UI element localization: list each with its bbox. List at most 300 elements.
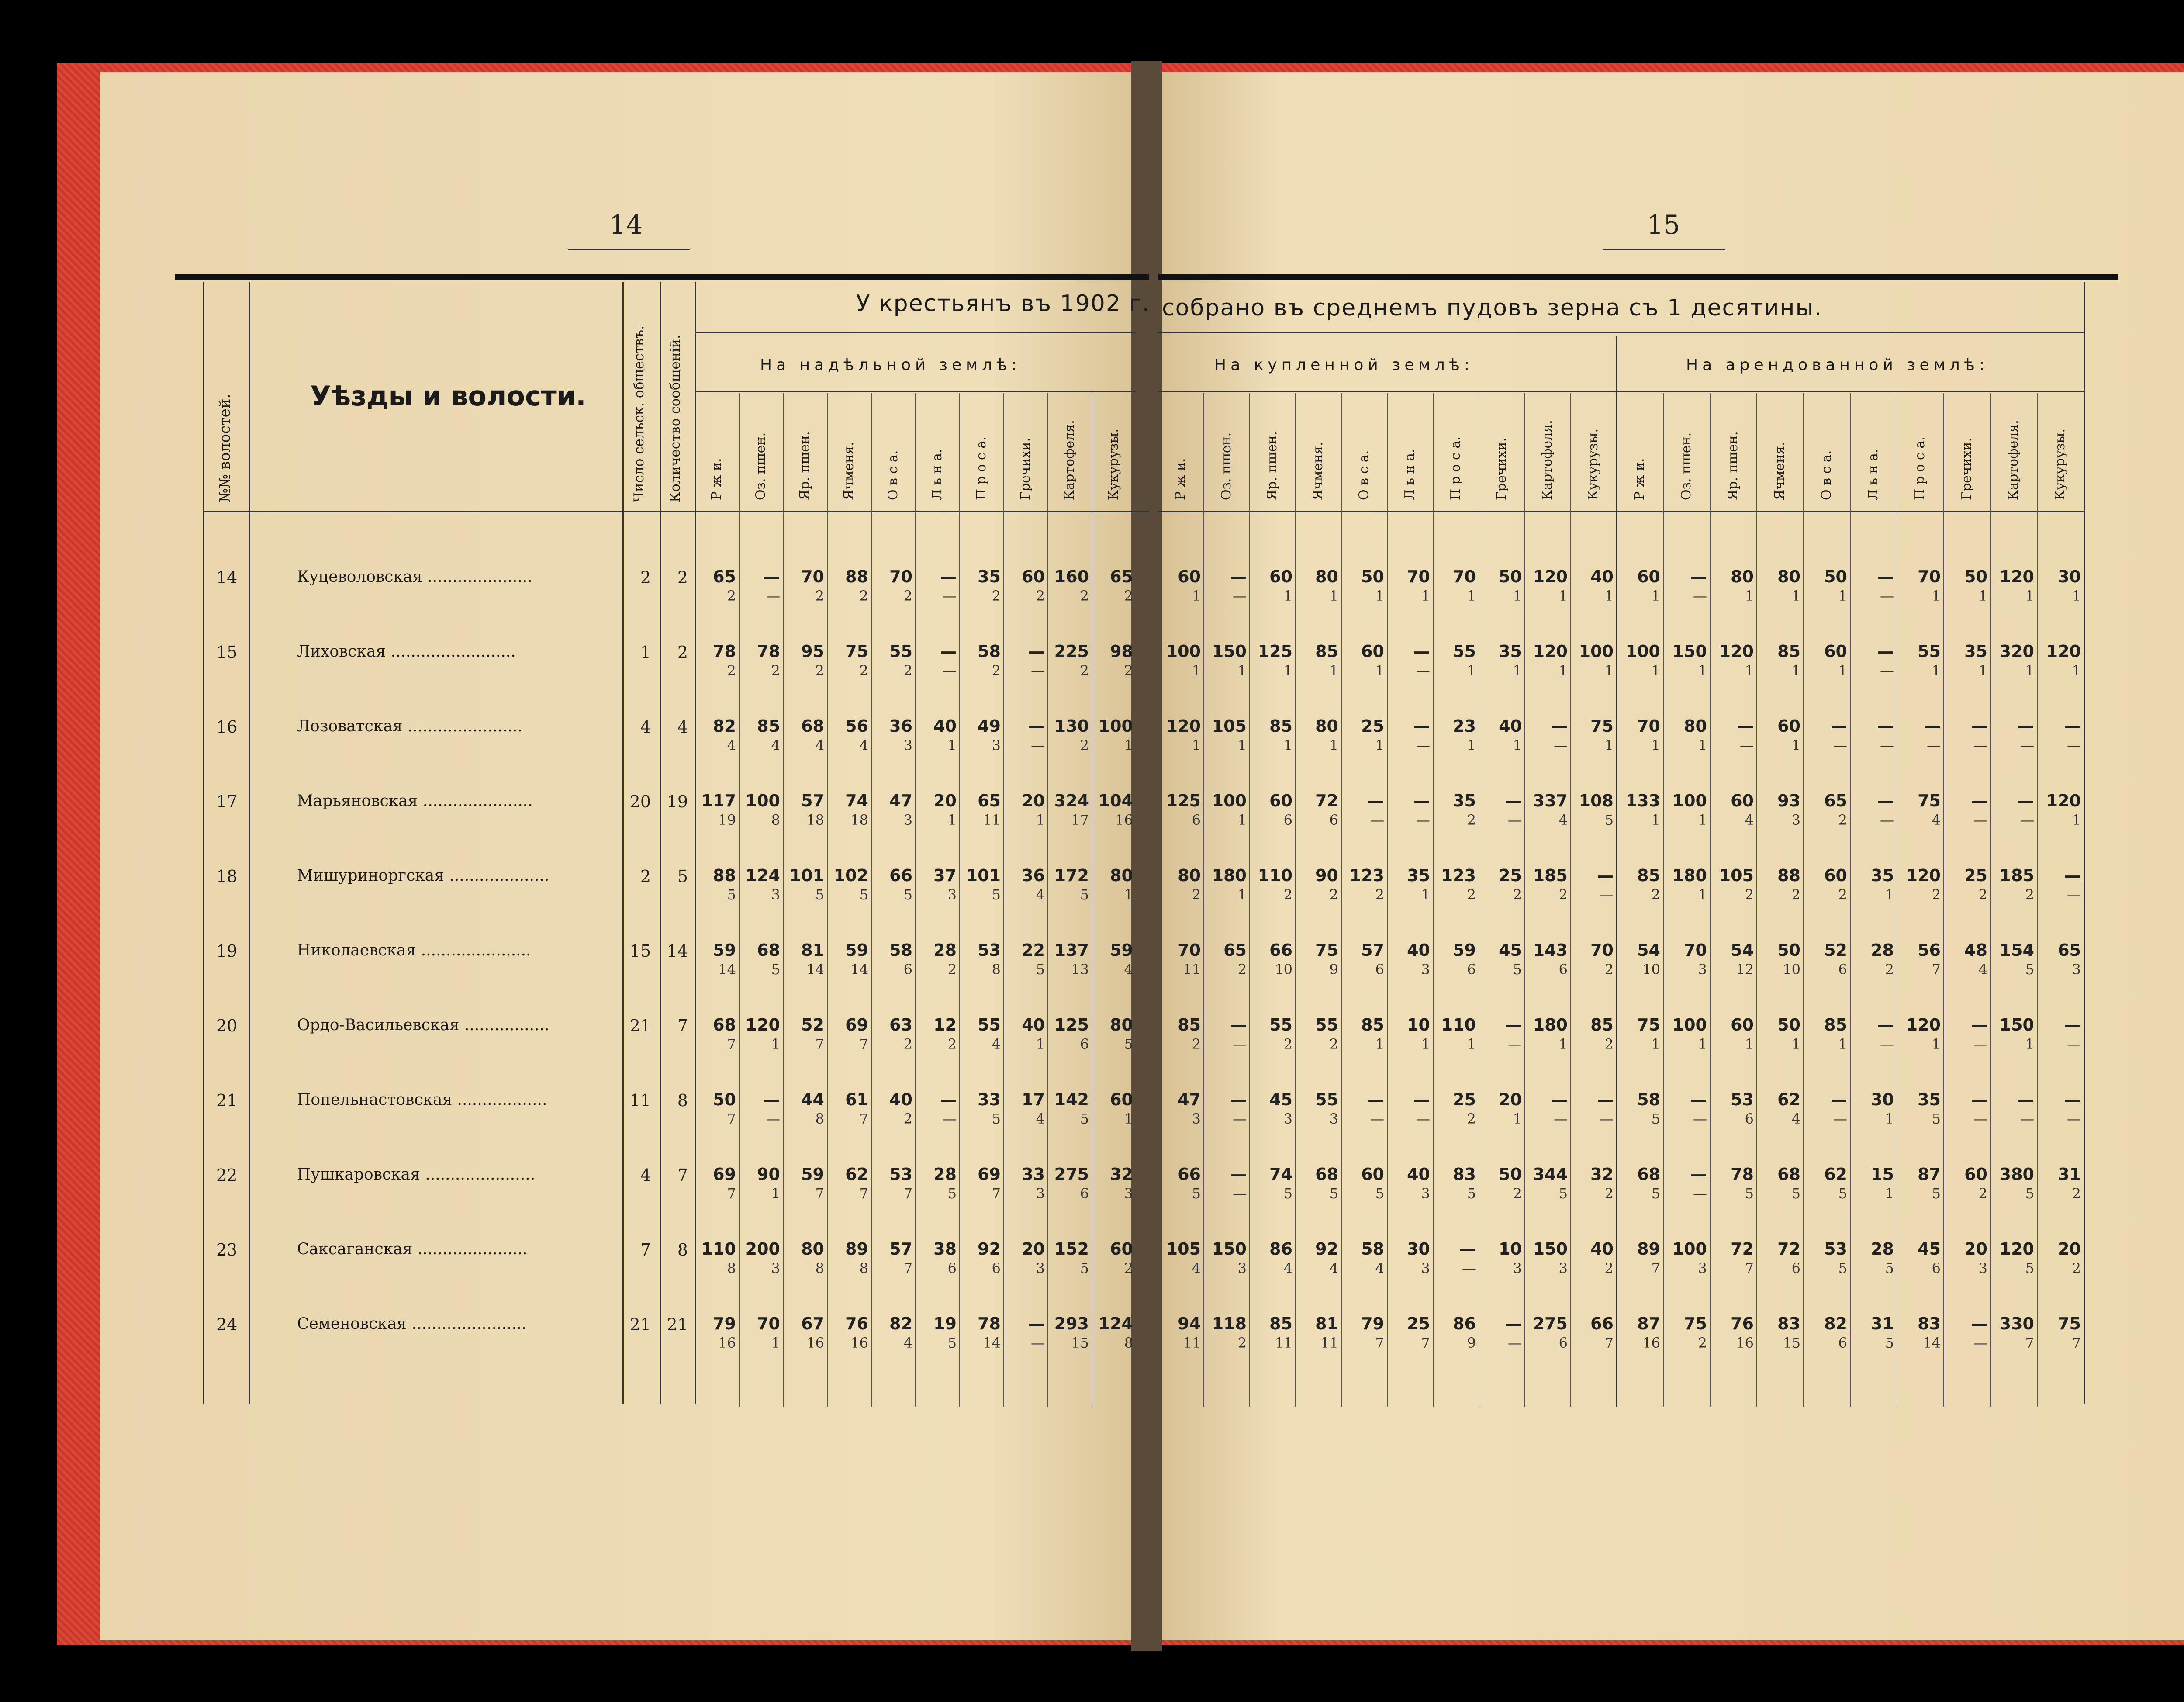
cell-count: — [1416,737,1430,754]
cell-count: 5 [1651,1110,1660,1127]
cell-yield: 100 [1098,716,1133,736]
cell-count: 2 [1604,1260,1614,1276]
row-name: Саксаганская ...................... [297,1240,528,1258]
cell-yield: 68 [1777,1165,1800,1184]
row-communities: 21 [629,1016,651,1035]
crop-col-sep [783,393,784,1407]
cell-count: 1 [1237,662,1247,679]
cell-yield: 53 [1824,1239,1847,1259]
cell-count: 5 [1283,1185,1292,1202]
crop-col-sep [1047,393,1048,1407]
row-number: 21 [216,1091,238,1110]
cell-count: — [1600,886,1614,903]
cell-count: 1 [2072,588,2081,604]
cell-yield: — [1505,1314,1522,1333]
cell-yield: 70 [1590,941,1614,960]
cell-yield: 82 [1824,1314,1847,1333]
cell-yield: — [1551,1090,1568,1109]
cell-count: 2 [1329,1036,1338,1052]
cell-count: 6 [1838,1335,1847,1351]
cell-yield: 123 [1441,866,1476,885]
cell-yield: 28 [933,1165,957,1184]
cell-count: 8 [992,961,1001,978]
cell-count: 1 [1421,1036,1430,1052]
cell-yield: 50 [1777,941,1800,960]
table-left-border [203,282,204,1404]
cell-yield: 25 [1964,866,1987,885]
cell-count: 14 [1923,1335,1941,1351]
row-reports: 14 [667,941,688,961]
cell-count: 2 [1978,1185,1987,1202]
crop-col-sep [1295,393,1296,1407]
cell-count: 5 [2025,1185,2034,1202]
cell-count: 3 [1283,1110,1292,1127]
cell-yield: 117 [701,791,736,810]
cell-yield: 20 [1022,1239,1045,1259]
cell-yield: 90 [1315,866,1338,885]
cell-yield: 83 [1918,1314,1941,1333]
table-right-border [2084,282,2085,1404]
row-number: 16 [216,717,238,737]
row-name: Лозоватская ....................... [297,717,523,735]
cell-count: 6 [992,1260,1001,1276]
cell-yield: 90 [757,1165,780,1184]
cell-yield: 25 [1361,716,1384,736]
cell-yield: 60 [1022,567,1045,586]
cell-yield: 60 [1824,642,1847,661]
cell-count: 8 [771,812,780,828]
cell-count: 1 [1513,588,1522,604]
cell-yield: 120 [1166,716,1201,736]
cell-yield: 20 [1499,1090,1522,1109]
cell-count: 1 [1885,1110,1894,1127]
cell-count: 2 [1467,886,1476,903]
cell-yield: 22 [1022,941,1045,960]
cell-count: — [1600,1110,1614,1127]
cell-yield: 133 [1625,791,1660,810]
cell-count: 3 [1421,961,1430,978]
cell-yield: 137 [1054,941,1089,960]
cell-yield: 74 [845,791,868,810]
cell-yield: 68 [1315,1165,1338,1184]
row-communities: 2 [640,867,651,886]
cell-yield: 180 [1212,866,1247,885]
cell-yield: 80 [1684,716,1707,736]
cell-yield: 50 [1824,567,1847,586]
cell-yield: 100 [1672,791,1707,810]
cell-count: 5 [903,886,912,903]
cell-count: 2 [2025,886,2034,903]
cell-yield: 150 [1999,1015,2034,1034]
cell-yield: 80 [1731,567,1754,586]
cell-count: 4 [1036,1110,1045,1127]
cell-count: 5 [1329,1185,1338,1202]
cell-count: 3 [1421,1185,1430,1202]
cell-yield: — [1230,1015,1247,1034]
cell-count: 1 [1978,588,1987,604]
cell-yield: 48 [1964,941,1987,960]
cell-yield: 20 [2058,1239,2081,1259]
row-name: Мишуриноргская .................... [297,867,549,885]
col-header-communities: Число сельск. обществъ. [631,325,647,502]
cell-yield: 101 [789,866,824,885]
cell-yield: 66 [1178,1165,1201,1184]
cell-yield: — [2064,716,2081,736]
cell-count: 1 [1745,1036,1754,1052]
row-number: 23 [216,1240,238,1259]
cell-yield: — [1877,716,1894,736]
cell-yield: 78 [1731,1165,1754,1184]
cell-yield: 70 [1918,567,1941,586]
crop-header: Картофеля. [1061,420,1077,500]
cell-yield: 57 [801,791,824,810]
cell-count: 1 [1604,737,1614,754]
cell-count: 1 [1651,737,1660,754]
cell-count: 1 [1559,1036,1568,1052]
cell-count: 6 [1932,1260,1941,1276]
cell-yield: — [1368,791,1384,810]
cell-yield: 40 [889,1090,912,1109]
cell-yield: 20 [1022,791,1045,810]
cell-yield: 35 [1407,866,1430,885]
cell-count: 2 [1604,1185,1614,1202]
cell-count: 2 [1036,588,1045,604]
crop-col-sep [1249,393,1250,1407]
row-reports: 2 [677,643,688,662]
cell-count: 7 [859,1036,868,1052]
cell-yield: 72 [1731,1239,1754,1259]
crop-col-sep [2037,393,2038,1407]
cell-count: — [1880,588,1894,604]
cell-count: 10 [1783,961,1800,978]
cell-yield: — [940,1090,957,1109]
crop-col-sep [1756,393,1757,1407]
cell-count: 2 [859,662,868,679]
cell-count: 2 [727,588,736,604]
cell-yield: 83 [1453,1165,1476,1184]
crop-col-sep [1203,393,1204,1407]
cell-count: 2 [1124,662,1133,679]
row-reports: 5 [677,867,688,886]
cell-count: 4 [1329,1260,1338,1276]
cell-yield: 180 [1672,866,1707,885]
cell-count: — [1508,812,1522,828]
cell-yield: 36 [889,716,912,736]
crop-header: О в с а. [1356,450,1372,500]
row-communities: 1 [640,643,651,662]
cell-yield: 28 [933,941,957,960]
cell-yield: 50 [1777,1015,1800,1034]
cell-count: — [1031,737,1045,754]
cell-yield: 125 [1166,791,1201,810]
cell-yield: 70 [1684,941,1707,960]
cell-yield: 142 [1054,1090,1089,1109]
cell-yield: 30 [2058,567,2081,586]
crop-col-sep [1850,393,1851,1407]
crop-col-sep [1570,393,1571,1407]
crop-header: Оз. пшен. [1218,432,1234,500]
cell-yield: 275 [1533,1314,1568,1333]
cell-count: 1 [2072,812,2081,828]
cell-count: — [1973,812,1987,828]
cell-yield: 81 [801,941,824,960]
row-number: 14 [216,568,238,587]
header-bottom-rule-left [203,511,1149,512]
cell-yield: 45 [1918,1239,1941,1259]
cell-yield: 154 [1999,941,2034,960]
cell-count: 1 [1375,737,1384,754]
cell-count: 1 [1237,737,1247,754]
cell-yield: — [1505,791,1522,810]
cell-yield: 320 [1999,642,2034,661]
cell-yield: 45 [1269,1090,1292,1109]
cell-yield: 101 [966,866,1001,885]
cell-count: 2 [1745,886,1754,903]
cell-yield: 120 [1999,1239,2034,1259]
col-sep-purchased-rented [1616,336,1617,1407]
cell-count: 9 [1329,961,1338,978]
cell-yield: — [2064,1015,2081,1034]
cell-count: — [943,662,957,679]
cell-count: 2 [1080,737,1089,754]
cell-count: 3 [1513,1260,1522,1276]
cell-yield: — [1737,716,1754,736]
cell-count: 6 [1080,1185,1089,1202]
row-reports: 19 [667,792,688,811]
cell-count: 5 [992,886,1001,903]
cell-count: 1 [1791,737,1800,754]
cell-yield: 143 [1533,941,1568,960]
cell-count: 2 [1467,1110,1476,1127]
cell-count: — [1233,1110,1247,1127]
cell-count: — [1233,588,1247,604]
cell-count: 2 [1791,886,1800,903]
cell-yield: 47 [1178,1090,1201,1109]
cell-count: 1 [1651,812,1660,828]
cell-yield: 61 [845,1090,868,1109]
cell-count: 3 [1698,1260,1707,1276]
cell-yield: 50 [713,1090,736,1109]
cell-yield: — [1877,791,1894,810]
cell-yield: — [2064,1090,2081,1109]
cell-yield: 80 [1110,1015,1133,1034]
cell-count: 2 [2072,1260,2081,1276]
cell-count: 1 [1604,662,1614,679]
cell-yield: 70 [1453,567,1476,586]
row-reports: 2 [677,568,688,587]
cell-yield: 80 [1178,866,1201,885]
cell-yield: 70 [1407,567,1430,586]
cell-count: — [1880,1036,1894,1052]
cell-count: — [1031,1335,1045,1351]
cell-count: — [1880,662,1894,679]
cell-count: — [1416,1110,1430,1127]
cell-yield: 33 [1022,1165,1045,1184]
cell-count: 7 [1375,1335,1384,1351]
cell-yield: 59 [1110,941,1133,960]
cell-count: 1 [1838,1036,1847,1052]
cell-yield: 65 [713,567,736,586]
cell-count: 2 [903,662,912,679]
cell-yield: 380 [1999,1165,2034,1184]
cell-yield: 65 [1110,567,1133,586]
crop-col-sep [827,393,828,1407]
cell-count: 5 [1192,1185,1201,1202]
crop-header: Кукурузы. [1106,429,1121,500]
cell-count: 1 [947,737,957,754]
cell-yield: 58 [889,941,912,960]
cell-count: 7 [815,1036,824,1052]
crop-header: Кукурузы. [2052,429,2068,500]
cell-yield: 25 [1453,1090,1476,1109]
cell-yield: 88 [1777,866,1800,885]
cell-count: 6 [1192,812,1201,828]
cell-count: 3 [1036,1260,1045,1276]
cell-count: 14 [850,961,868,978]
cell-yield: 185 [1999,866,2034,885]
table-title-left: У крестьянъ въ 1902 г. [856,291,1151,317]
cell-count: 5 [815,886,824,903]
cell-yield: 80 [1110,866,1133,885]
cell-count: 1 [1651,1036,1660,1052]
cell-count: 5 [1651,1185,1660,1202]
cell-count: 6 [903,961,912,978]
cell-yield: — [1971,791,1987,810]
cell-yield: 152 [1054,1239,1089,1259]
cell-count: 8 [1124,1335,1133,1351]
cell-yield: 88 [845,567,868,586]
cell-count: 7 [859,1110,868,1127]
row-name: Семеновская ....................... [297,1315,527,1333]
cell-yield: 123 [1349,866,1384,885]
cell-count: 10 [1275,961,1292,978]
row-communities: 11 [629,1091,651,1110]
cell-count: 1 [1791,662,1800,679]
cell-count: — [1416,812,1430,828]
cell-yield: 79 [1361,1314,1384,1333]
row-reports: 4 [677,717,688,737]
cell-yield: 62 [1777,1090,1800,1109]
cell-count: 1 [1698,812,1707,828]
cell-yield: 337 [1533,791,1568,810]
cell-count: 6 [1375,961,1384,978]
cell-count: 1 [1838,588,1847,604]
cell-yield: 76 [845,1314,868,1333]
cell-yield: 85 [1777,642,1800,661]
cell-yield: 50 [1964,567,1987,586]
cell-yield: 65 [2058,941,2081,960]
cell-yield: 57 [889,1239,912,1259]
cell-count: 2 [1698,1335,1707,1351]
cell-yield: 50 [1499,567,1522,586]
col-header-reports: Количество сообщеній. [667,335,683,502]
cell-yield: — [1690,1090,1707,1109]
cell-count: 3 [1559,1260,1568,1276]
cell-yield: 52 [801,1015,824,1034]
cell-yield: — [1505,1015,1522,1034]
cell-yield: 31 [2058,1165,2081,1184]
cell-count: 16 [1736,1335,1754,1351]
crop-header: Р ж и. [1631,458,1647,500]
cell-count: 4 [1192,1260,1201,1276]
cell-yield: — [1551,716,1568,736]
cell-yield: 60 [1178,567,1201,586]
cell-count: 1 [1932,1036,1941,1052]
row-number: 20 [216,1016,238,1035]
cell-yield: 330 [1999,1314,2034,1333]
cell-count: — [2020,1110,2034,1127]
crop-col-sep [739,393,740,1407]
cell-yield: 76 [1731,1314,1754,1333]
cell-yield: 75 [2058,1314,2081,1333]
cell-yield: 180 [1533,1015,1568,1034]
cell-count: 2 [1513,886,1522,903]
cell-count: 8 [859,1260,868,1276]
cell-count: 1 [1698,737,1707,754]
cell-count: 5 [1080,886,1089,903]
cell-yield: 120 [745,1015,780,1034]
cell-count: — [1693,588,1707,604]
page-number-rule-right [1603,249,1725,250]
cell-count: 2 [815,662,824,679]
header-bottom-rule-right [1158,511,2084,512]
cell-count: 3 [1036,1185,1045,1202]
cell-count: 1 [1559,588,1568,604]
cell-yield: 53 [1731,1090,1754,1109]
cell-count: 1 [1885,1185,1894,1202]
cell-yield: 30 [1871,1090,1894,1109]
cell-yield: 100 [745,791,780,810]
cell-yield: 100 [1625,642,1660,661]
cell-yield: 104 [1098,791,1133,810]
cell-count: 5 [1375,1185,1384,1202]
cell-yield: 35 [1964,642,1987,661]
cell-count: 16 [850,1335,868,1351]
cell-count: 1 [2072,662,2081,679]
crop-header: Яр. пшен. [797,431,812,500]
cell-yield: — [1028,1314,1045,1333]
cell-count: 1 [1698,662,1707,679]
cell-count: — [2067,886,2081,903]
cell-yield: 62 [845,1165,868,1184]
cell-yield: 108 [1579,791,1614,810]
cell-yield: 70 [801,567,824,586]
cell-count: 5 [1932,1110,1941,1127]
cell-count: 1 [1192,588,1201,604]
cell-yield: 75 [1315,941,1338,960]
row-communities: 15 [629,941,651,961]
row-reports: 8 [677,1091,688,1110]
cell-count: 1 [1329,588,1338,604]
cell-yield: 75 [845,642,868,661]
cell-count: — [1973,1036,1987,1052]
cell-count: 16 [806,1335,824,1351]
cell-count: 2 [1513,1185,1522,1202]
crop-header: Л ь н а. [1865,449,1881,500]
row-reports: 8 [677,1240,688,1259]
cell-yield: 35 [978,567,1001,586]
cell-yield: 59 [845,941,868,960]
cell-count: 1 [1036,1036,1045,1052]
cell-count: 4 [1559,812,1568,828]
cell-yield: 85 [1361,1015,1384,1034]
cell-count: — [1462,1260,1476,1276]
cell-count: 11 [1183,961,1201,978]
cell-yield: 100 [1212,791,1247,810]
cell-count: 1 [1698,1036,1707,1052]
cell-yield: 275 [1054,1165,1089,1184]
cell-yield: — [764,567,780,586]
